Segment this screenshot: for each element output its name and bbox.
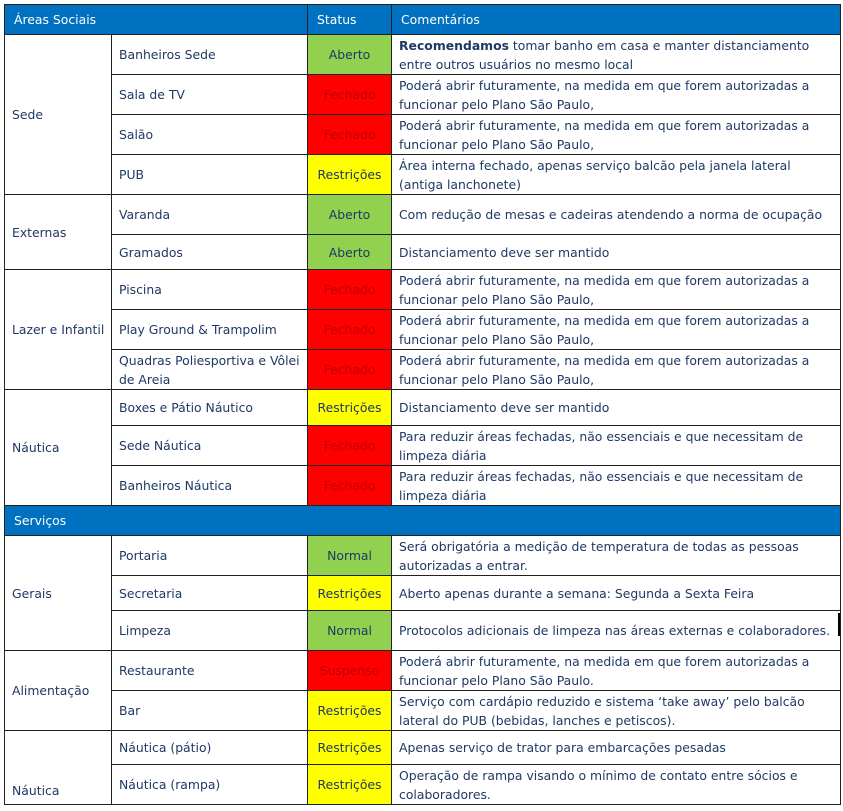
item-label: Limpeza [112, 611, 308, 651]
item-label: Quadras Poliesportiva e Vôlei de Areia [112, 350, 308, 390]
comment-cell: Poderá abrir futuramente, na medida em que forem autorizadas a funcionar pelo Plano São Paulo, [392, 310, 841, 350]
comment-cell: Apenas serviço de trator para embarcações pesadas [392, 731, 841, 765]
header-social-areas: Áreas Sociais [5, 5, 308, 35]
table-row [5, 651, 841, 691]
comment-cell: Poderá abrir futuramente, na medida em que forem autorizadas a funcionar pelo Plano São Paulo. [392, 651, 841, 691]
table-row [5, 466, 841, 506]
status-cell: Aberto [308, 35, 392, 75]
item-label: Banheiros Sede [112, 35, 308, 75]
status-cell: Aberto [308, 195, 392, 235]
table-row [5, 390, 841, 426]
comment-cell: Será obrigatória a medição de temperatura de todas as pessoas autorizadas a entrar. [392, 536, 841, 576]
status-cell: Fechado [308, 350, 392, 390]
item-label: PUB [112, 155, 308, 195]
item-label: Play Ground & Trampolim [112, 310, 308, 350]
item-label: Sede Náutica [112, 426, 308, 466]
table-row [5, 115, 841, 155]
status-cell: Restrições [308, 390, 392, 426]
table-row [5, 426, 841, 466]
status-cell: Aberto [308, 235, 392, 270]
header-row-services [5, 506, 841, 536]
table-row [5, 765, 841, 805]
status-cell: Fechado [308, 270, 392, 310]
comment-cell: Com redução de mesas e cadeiras atendendo a norma de ocupação [392, 195, 841, 235]
header-services: Serviços [5, 506, 841, 536]
table-row [5, 611, 841, 651]
comment-cell: Para reduzir áreas fechadas, não essenciais e que necessitam de limpeza diária [392, 426, 841, 466]
comment-cell: Poderá abrir futuramente, na medida em que forem autorizadas a funcionar pelo Plano São Paulo, [392, 350, 841, 390]
comment-cell: Serviço com cardápio reduzido e sistema ‘take away’ pelo balcão lateral do PUB (bebidas, lanches e petiscos). [392, 691, 841, 731]
comment-cell: Distanciamento deve ser mantido [392, 235, 841, 270]
item-label: Piscina [112, 270, 308, 310]
header-row-social-areas [5, 5, 841, 35]
status-cell: Fechado [308, 310, 392, 350]
item-label: Bar [112, 691, 308, 731]
table-row [5, 235, 841, 270]
table-row [5, 350, 841, 390]
table-row [5, 691, 841, 731]
group-label: Externas [5, 195, 112, 270]
table-row [5, 576, 841, 611]
group-label: Lazer e Infantil [5, 270, 112, 390]
table-row [5, 35, 841, 75]
table-row [5, 155, 841, 195]
item-label: Banheiros Náutica [112, 466, 308, 506]
comment-cell: Poderá abrir futuramente, na medida em que forem autorizadas a funcionar pelo Plano São Paulo, [392, 75, 841, 115]
status-cell: Restrições [308, 691, 392, 731]
comment-cell: Aberto apenas durante a semana: Segunda a Sexta Feira [392, 576, 841, 611]
status-cell: Restrições [308, 765, 392, 805]
group-label: Náutica [5, 731, 112, 805]
item-label: Náutica (pátio) [112, 731, 308, 765]
table-row [5, 75, 841, 115]
status-cell: Fechado [308, 466, 392, 506]
status-cell: Fechado [308, 75, 392, 115]
status-cell: Restrições [308, 731, 392, 765]
comment-cell: Protocolos adicionais de limpeza nas áreas externas e colaboradores. [392, 611, 841, 651]
status-cell: Normal [308, 611, 392, 651]
table-row [5, 536, 841, 576]
item-label: Salão [112, 115, 308, 155]
item-label: Gramados [112, 235, 308, 270]
status-table [4, 4, 841, 805]
item-label: Varanda [112, 195, 308, 235]
status-cell: Restrições [308, 576, 392, 611]
item-label: Sala de TV [112, 75, 308, 115]
group-label: Náutica [5, 390, 112, 506]
item-label: Restaurante [112, 651, 308, 691]
edge-mark [838, 613, 840, 636]
table-row [5, 195, 841, 235]
group-label: Sede [5, 35, 112, 195]
comment-cell: Distanciamento deve ser mantido [392, 390, 841, 426]
status-cell: Restrições [308, 155, 392, 195]
status-cell: Fechado [308, 426, 392, 466]
table-row [5, 731, 841, 765]
item-label: Boxes e Pátio Náutico [112, 390, 308, 426]
comment-cell: Poderá abrir futuramente, na medida em que forem autorizadas a funcionar pelo Plano São Paulo, [392, 270, 841, 310]
comment-cell: Para reduzir áreas fechadas, não essenciais e que necessitam de limpeza diária [392, 466, 841, 506]
comment-cell: Poderá abrir futuramente, na medida em que forem autorizadas a funcionar pelo Plano São Paulo, [392, 115, 841, 155]
comment-cell: Operação de rampa visando o mínimo de contato entre sócios e colaboradores. [392, 765, 841, 805]
item-label: Secretaria [112, 576, 308, 611]
comment-cell: Área interna fechado, apenas serviço balcão pela janela lateral (antiga lanchonete) [392, 155, 841, 195]
group-label: Alimentação [5, 651, 112, 731]
comment-cell [392, 35, 841, 75]
group-label: Gerais [5, 536, 112, 651]
status-cell: Normal [308, 536, 392, 576]
header-status: Status [308, 5, 392, 35]
item-label: Náutica (rampa) [112, 765, 308, 805]
item-label: Portaria [112, 536, 308, 576]
table-row [5, 270, 841, 310]
status-cell: Suspenso [308, 651, 392, 691]
comment-bold: Recomendamos [399, 37, 509, 53]
header-comments: Comentários [392, 5, 841, 35]
table-row [5, 310, 841, 350]
status-cell: Fechado [308, 115, 392, 155]
comment-text: tomar banho em casa e manter distanciamento entre outros usuários no mesmo local [399, 37, 810, 72]
